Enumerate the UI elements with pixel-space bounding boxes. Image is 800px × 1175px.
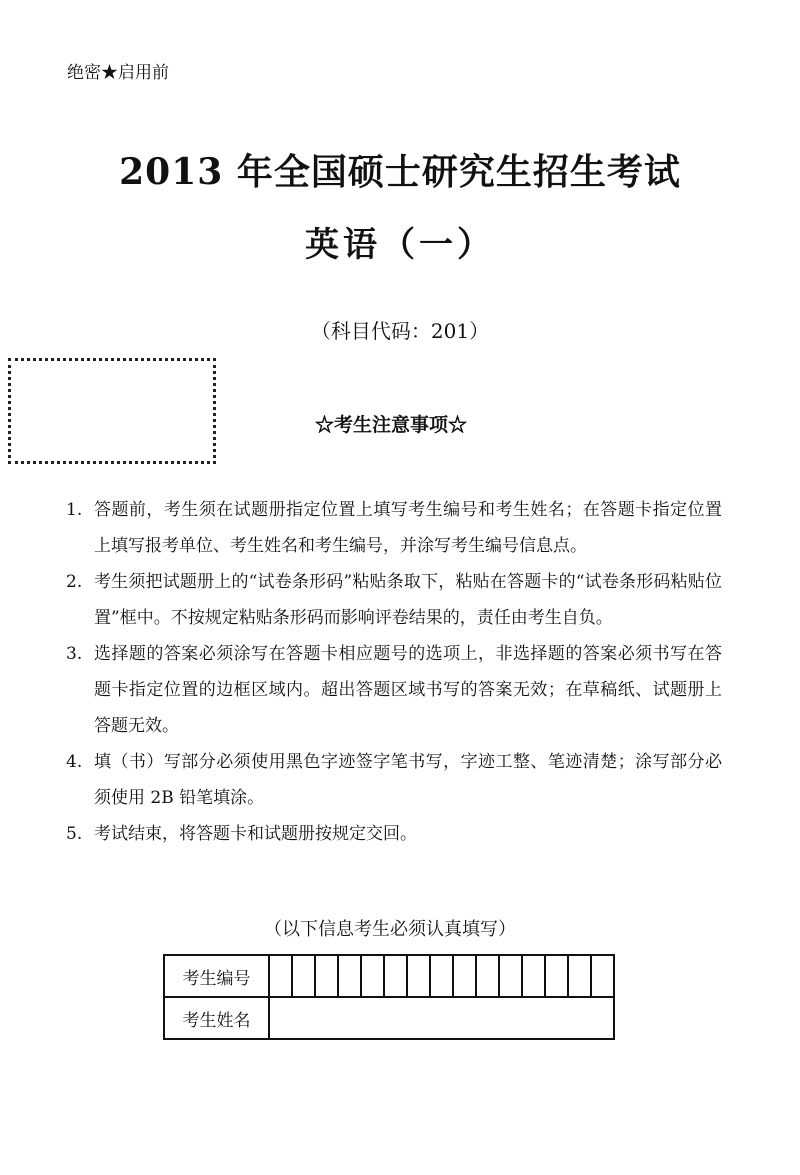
instruction-text: 答题前，考生须在试题册指定位置上填写考生编号和考生姓名；在答题卡指定位置上填写报考单位、考生姓名和考生编号，并涂写考生编号信息点。 (94, 500, 722, 556)
subject-code: （科目代码：201） (310, 319, 490, 343)
instruction-number: 5. (66, 824, 83, 844)
confidential-label: 绝密★启用前 (67, 63, 169, 83)
candidate-id-digit-cell[interactable] (591, 955, 614, 997)
candidate-name-label: 考生姓名 (164, 997, 269, 1039)
instruction-number: 1. (66, 500, 83, 520)
instruction-text: 考生须把试题册上的“试卷条形码”粘贴条取下，粘贴在答题卡的“试卷条形码粘贴位置”框中。不按规定粘贴条形码而影响评卷结果的，责任由考生自负。 (94, 572, 722, 628)
candidate-name-row (164, 997, 614, 1039)
candidate-id-digit-cell[interactable] (384, 955, 407, 997)
candidate-id-digit-cell[interactable] (476, 955, 499, 997)
instruction-text: 考试结束，将答题卡和试题册按规定交回。 (94, 824, 417, 844)
candidate-id-digit-cell[interactable] (338, 955, 361, 997)
candidate-info-table (163, 954, 615, 1040)
candidate-id-digit-cell[interactable] (361, 955, 384, 997)
instruction-number: 2. (66, 572, 83, 592)
candidate-id-digit-cell[interactable] (430, 955, 453, 997)
candidate-id-digit-cell[interactable] (315, 955, 338, 997)
instruction-number: 4. (66, 752, 83, 772)
instruction-number: 3. (66, 644, 83, 664)
notice-heading: ☆考生注意事项☆ (314, 414, 467, 436)
candidate-id-digit-cell[interactable] (292, 955, 315, 997)
instruction-item (62, 492, 722, 564)
candidate-id-digit-cell[interactable] (522, 955, 545, 997)
instruction-item (62, 564, 722, 636)
info-fill-note: （以下信息考生必须认真填写） (264, 919, 516, 940)
instruction-text: 填（书）写部分必须使用黑色字迹签字笔书写，字迹工整、笔迹清楚；涂写部分必须使用 2B 铅笔填涂。 (94, 752, 722, 808)
instruction-text: 选择题的答案必须涂写在答题卡相应题号的选项上，非选择题的答案必须书写在答题卡指定位置的边框区域内。超出答题区域书写的答案无效；在草稿纸、试题册上答题无效。 (94, 644, 722, 736)
instruction-list (62, 492, 722, 852)
instruction-item (62, 816, 722, 852)
candidate-id-digit-cell[interactable] (453, 955, 476, 997)
exam-subject: 英语（一） (305, 225, 495, 265)
candidate-id-label: 考生编号 (164, 955, 269, 997)
candidate-id-digit-cell[interactable] (407, 955, 430, 997)
candidate-id-digit-cell[interactable] (499, 955, 522, 997)
candidate-name-field[interactable] (269, 997, 614, 1039)
instruction-item (62, 636, 722, 744)
candidate-id-row (164, 955, 614, 997)
candidate-id-digit-cell[interactable] (269, 955, 292, 997)
exam-title: 2013 年全国硕士研究生招生考试 (119, 151, 681, 193)
instruction-item (62, 744, 722, 816)
candidate-id-digit-cell[interactable] (545, 955, 568, 997)
candidate-id-digit-cell[interactable] (568, 955, 591, 997)
